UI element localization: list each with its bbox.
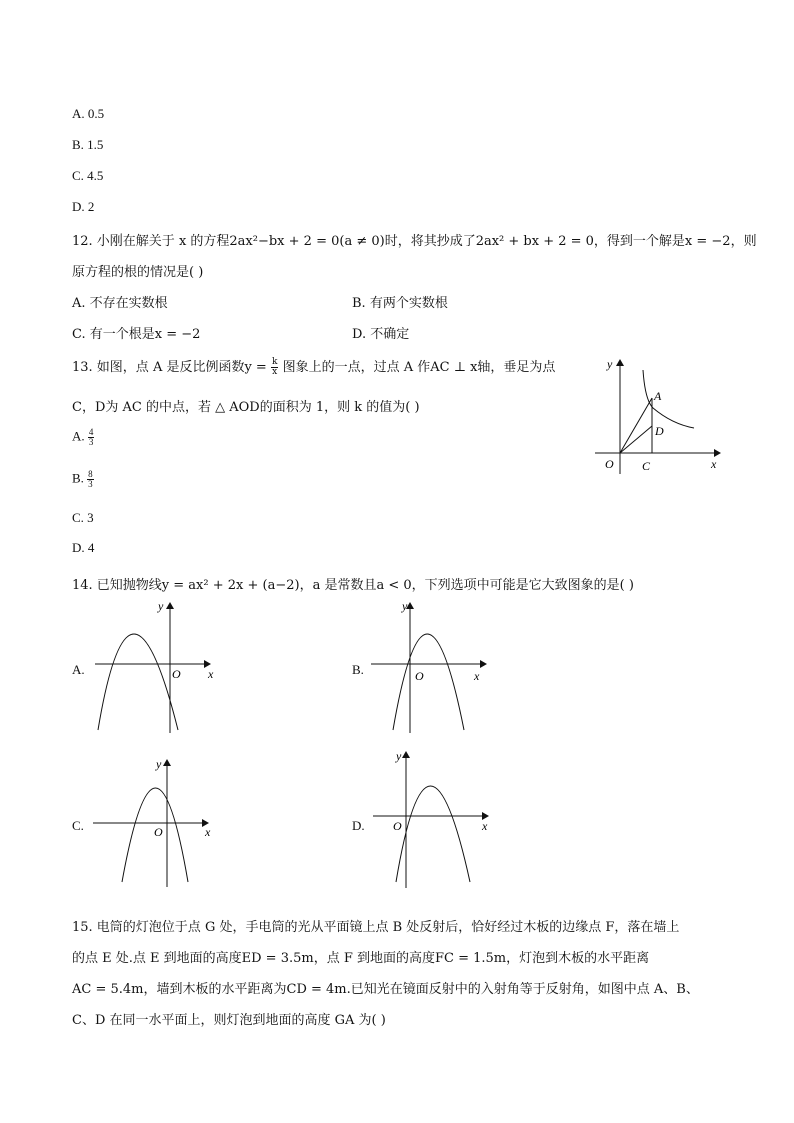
fraction-denominator: 3 — [88, 437, 94, 447]
option-letter: C. — [72, 510, 84, 525]
label-c: C — [642, 459, 651, 473]
q12-option-d[interactable]: D. 不确定 — [352, 327, 410, 342]
q14-option-b-letter[interactable]: B. — [352, 662, 364, 677]
fraction-numerator: k — [271, 357, 278, 367]
option-text: 4 — [87, 540, 95, 555]
q11-option-c[interactable] — [72, 168, 103, 184]
q12-stem-line1: 12. 小刚在解关于 x 的方程2ax²−bx + 2 = 0(a ≠ 0)时，将其抄成了2ax² + bx + 2 = 0，得到一个解是x = −2，则 — [72, 234, 757, 249]
q13-option-c[interactable] — [72, 510, 94, 526]
q13-stem-line1 — [72, 356, 555, 377]
fraction-numerator: 8 — [88, 469, 93, 479]
fraction-denominator: 3 — [88, 479, 93, 489]
parabola-curve — [393, 634, 464, 730]
q15-stem-line3: AC = 5.4m，墙到木板的水平距离为CD = 4m.已知光在镜面反射中的入射角等于反射角，如图中点 A、B、 — [72, 982, 699, 997]
option-letter: A. — [72, 106, 85, 121]
label-o: O — [154, 825, 163, 839]
q13-figure — [590, 352, 730, 477]
q13-stem-part1: 13. 如图，点 A 是反比例函数y = — [72, 360, 267, 375]
q12-stem-line2: 原方程的根的情况是( ) — [72, 265, 204, 280]
label-x: x — [208, 667, 214, 681]
label-a: A — [654, 389, 662, 403]
option-text: 1.5 — [87, 137, 104, 152]
label-y: y — [158, 599, 164, 613]
segment-oa — [620, 398, 652, 453]
option-letter: D. — [72, 540, 85, 555]
option-text: 2 — [87, 199, 95, 214]
q13-option-d[interactable] — [72, 540, 94, 556]
q13-option-b[interactable] — [72, 470, 94, 489]
q14-option-c-letter[interactable]: C. — [72, 818, 84, 833]
option-letter: D. — [72, 199, 85, 214]
q11-option-a[interactable] — [72, 106, 104, 122]
q15-stem-line4: C、D 在同一水平面上，则灯泡到地面的高度 GA 为( ) — [72, 1013, 386, 1028]
q14-graph-d — [370, 748, 510, 888]
q15-stem-line2: 的点 E 处.点 E 到地面的高度ED = 3.5m，点 F 到地面的高度FC = 1.5m，灯泡到木板的水平距离 — [72, 951, 650, 966]
label-d: D — [655, 424, 664, 438]
option-letter: A. — [72, 428, 85, 444]
q13-stem-part2: 图象上的一点，过点 A 作AC ⊥ x轴，垂足为点 — [282, 360, 556, 375]
label-y: y — [396, 749, 402, 763]
label-y: y — [607, 357, 613, 371]
q14-graph-a — [90, 598, 230, 738]
option-fraction — [87, 470, 94, 489]
label-x: x — [205, 825, 211, 839]
label-o: O — [172, 667, 181, 681]
label-o: O — [393, 819, 402, 833]
option-text: 0.5 — [87, 106, 105, 121]
q11-option-d[interactable] — [72, 199, 94, 215]
label-o: O — [605, 457, 614, 471]
q12-option-b[interactable]: B. 有两个实数根 — [352, 296, 448, 311]
q14-graph-b — [368, 598, 508, 738]
option-fraction — [88, 428, 95, 447]
q12-option-c[interactable]: C. 有一个根是x = −2 — [72, 327, 201, 342]
segment-od — [620, 426, 652, 453]
option-letter: B. — [72, 470, 84, 486]
option-text: 3 — [87, 510, 94, 525]
parabola-curve — [98, 634, 178, 730]
q14-option-a-letter[interactable]: A. — [72, 662, 85, 677]
q14-option-d-letter[interactable]: D. — [352, 818, 365, 833]
hyperbola-curve — [643, 370, 694, 428]
q14-stem: 14. 已知抛物线y = ax² + 2x + (a−2)，a 是常数且a < 0，下列选项中可能是它大致图象的是( ) — [72, 578, 634, 593]
fraction-denominator: x — [272, 367, 278, 377]
label-y: y — [156, 757, 162, 771]
label-o: O — [415, 669, 424, 683]
q12-option-a[interactable]: A. 不存在实数根 — [72, 296, 168, 311]
q11-option-b[interactable] — [72, 137, 103, 153]
option-text: 4.5 — [87, 168, 104, 183]
q14-graph-c — [90, 752, 230, 892]
q13-stem-line2: C，D为 AC 的中点，若 △ AOD的面积为 1，则 k 的值为( ) — [72, 400, 420, 415]
q15-stem-line1: 15. 电筒的灯泡位于点 G 处，手电筒的光从平面镜上点 B 处反射后，恰好经过木板的边缘点 F，落在墙上 — [72, 920, 680, 935]
fraction-numerator: 4 — [88, 427, 94, 437]
parabola-curve — [396, 786, 470, 882]
option-letter: C. — [72, 168, 84, 183]
q13-option-a[interactable] — [72, 428, 94, 447]
option-letter: B. — [72, 137, 84, 152]
label-x: x — [474, 669, 480, 683]
label-x: x — [711, 457, 717, 471]
q13-fraction-k-over-x — [271, 358, 278, 377]
label-x: x — [482, 819, 488, 833]
label-y: y — [402, 599, 408, 613]
